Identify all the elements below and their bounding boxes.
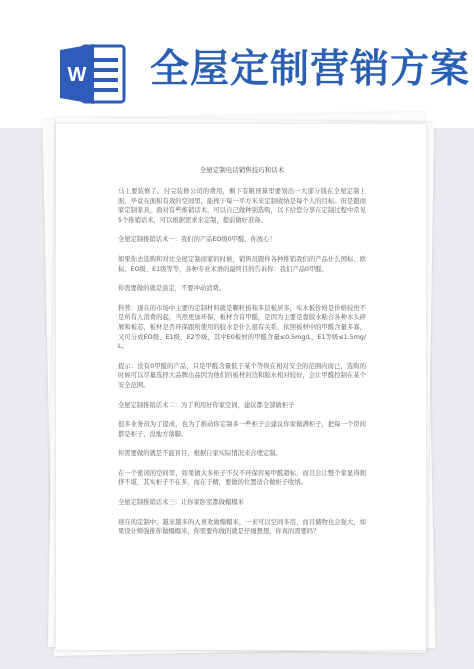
banner-title: 全屋定制营销方案 bbox=[150, 47, 471, 92]
paragraph-tactic-2-advice: 你需要做的就是不能盲目，根据自家实际情况来合理定制。 bbox=[118, 450, 282, 458]
paragraph-tactic-1-advice: 你需要做的就是淡定，不要冲动消费。 bbox=[118, 285, 226, 293]
paragraph-science-note: 科普：现在的市场中主要的定制材料就是颗粒板和多层板居多，实木板价格是价格较贵不是所有人消费的起，当然更加环保，板材含有甲醛，是因为主要是靠胶水粘合各种木头碎屑和板芯，板材是否环保跟所使用的胶水是什么很有关系，依照板材中的甲醛含量多寡，又可分成EO级、E1级、E2等级，其中E0板材的甲醛含量≤0.5mg/L，E1等级≤1.5mg/L。 bbox=[118, 304, 366, 351]
word-document-icon bbox=[58, 40, 128, 108]
word-icon-letter: W bbox=[67, 64, 87, 86]
document-body bbox=[118, 166, 366, 547]
document-page bbox=[56, 124, 426, 650]
paragraph-tactic-2-heading: 全屋定制推销话术二：为了利用好你家空间，建议都全部做柜子 bbox=[118, 401, 295, 409]
paragraph-tactic-1-heading: 全屋定制推销话术一：我们的产品EO级0甲醛，你放心！ bbox=[118, 236, 276, 244]
paragraph-tactic-2-body: 很多业务员为了提成，也为了推动你定制多一些柜子会建议你家做满柜子，把每一个房间都是柜子，没地方落脚。 bbox=[118, 421, 366, 438]
paragraph-tactic-3-body: 现在的定制中，越来越多的人喜欢做榻榻米，一来可以空间多用，而且储物也会强大，如果设计师强推你做榻榻米，你需要你做的就是仔细想想，你真的需要吗？ bbox=[118, 518, 366, 536]
paragraph-tactic-3-heading: 全屋定制推销话术三：让你家卧室都做榻榻米 bbox=[118, 499, 244, 507]
paragraph-tip: 提示：没有0甲醛的产品，只是甲醛含量低于某个等级在相对安全的范围内而已，选购的时候可以尽量选择大品牌出品因为他们的板材封边和胶水相对较好，会让甲醛控制在某个安全范围。 bbox=[118, 362, 366, 389]
paragraph-intro: 马上要装修了，付完装修公司的费用，剩下有限预算里要划出一大部分钱在全屋定制上面，毕竟在面积有效的空间里，能榨干每一平方米来定制收纳是每个人的目标。但是跟商家定制家具，面对有些推销话术，可以自己做种别选购，以下给您分享在定制过程中常见5个推销话术，可以根据需求来定制，提前做好准备。 bbox=[118, 188, 366, 224]
paragraph-tactic-2-detail: 在一个密闭的空间里，如果做太多柜子不仅不环保容易甲醛超标，而且会让整个家显得拥挤不堪，其实柜子不在多，而在于精，要做的位置适合做柜子收纳。 bbox=[118, 469, 366, 487]
paragraph-tactic-1-body: 如果你去选购和对比全屋定制商家的时候，销售员跟你各种推销我们的产品什么国标、欧标、EO级、E1级等等，各种专业术语的最终目的告诉你：我们产品0甲醛。 bbox=[118, 255, 366, 273]
title-banner bbox=[0, 0, 474, 128]
document-title: 全屋定制电话销售技巧和话术 bbox=[199, 166, 285, 174]
